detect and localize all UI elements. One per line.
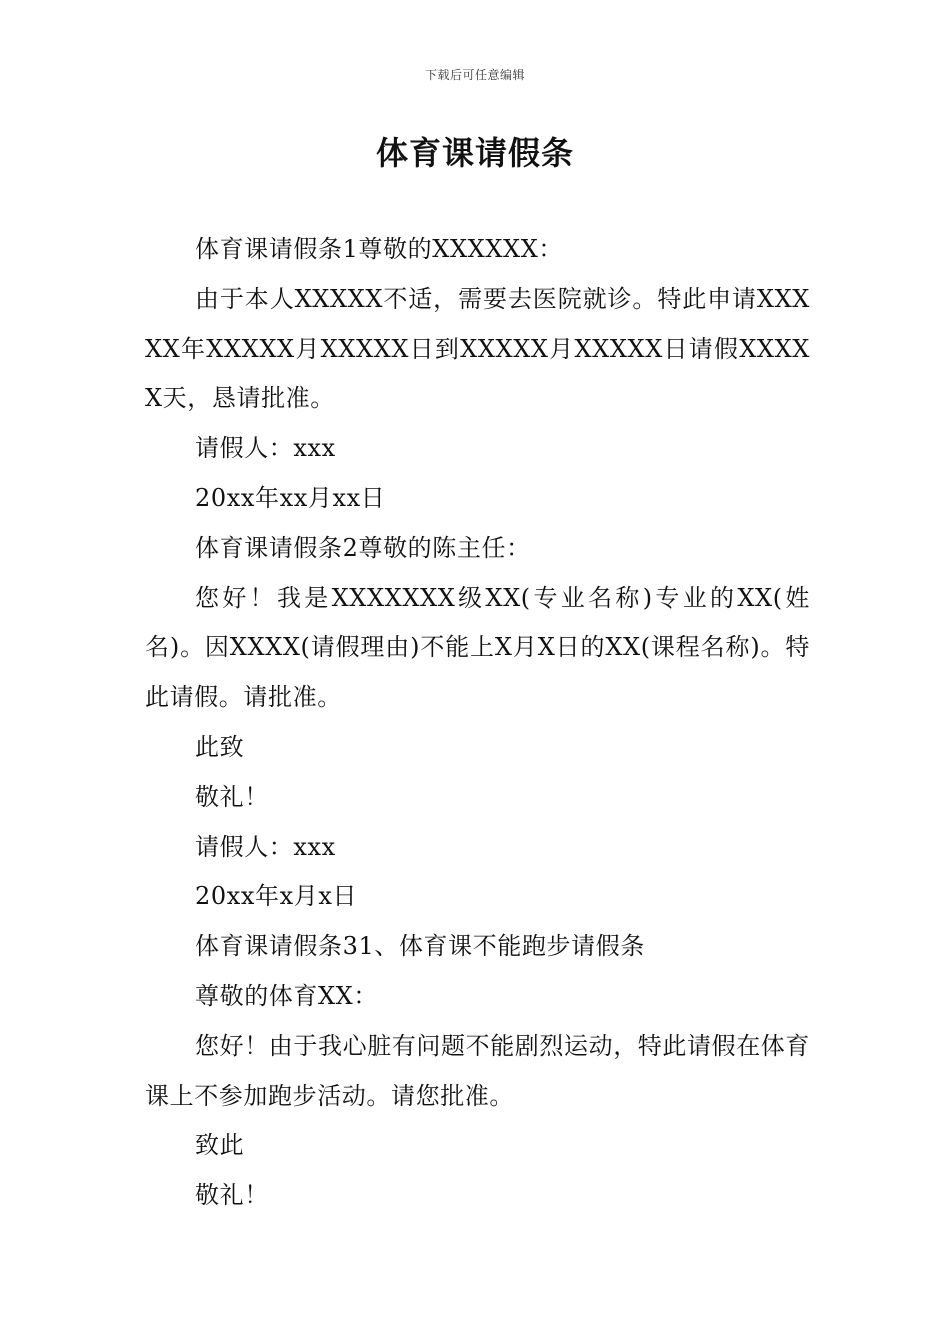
document-body: [145, 225, 810, 1221]
paragraph-greeting-1: 体育课请假条1尊敬的XXXXXX：: [195, 235, 563, 263]
paragraph-date-2: 20xx年x月x日: [195, 882, 358, 911]
paragraph-greeting-2: 体育课请假条2尊敬的陈主任：: [195, 533, 531, 562]
paragraph-request-3: 您好！由于我心脏有问题不能剧烈运动，特此请假在体育课上不参加跑步活动。请您批准。: [145, 1031, 810, 1110]
paragraph-date-1: 20xx年xx月xx日: [195, 483, 386, 512]
paragraph-salute-2: 敬礼！: [195, 782, 269, 811]
paragraph-request-2: 您好！我是XXXXXXX级XX(专业名称)专业的XX(姓名)。因XXXX(请假理由)不能上X月X日的XX(课程名称)。特此请假。请批准。: [145, 583, 810, 712]
paragraph-signer-1: 请假人：xxx: [195, 434, 336, 463]
paragraph-request-1: 由于本人XXXXX不适，需要去医院就诊。特此申请XXXXX年XXXXX月XXXXX日到XXXXX月XXXXX日请假XXXXX天，恳请批准。: [145, 284, 810, 413]
paragraph-greeting-3: 尊敬的体育XX：: [195, 981, 378, 1010]
paragraph-salute-3: 敬礼！: [195, 1181, 269, 1210]
paragraph-closing-2: 此致: [195, 732, 245, 761]
paragraph-closing-3: 致此: [195, 1131, 245, 1160]
document-title: 体育课请假条: [375, 134, 574, 172]
header-note: 下载后可任意编辑: [424, 68, 525, 82]
paragraph-heading-3: 体育课请假条31、体育课不能跑步请假条: [195, 932, 645, 961]
paragraph-signer-2: 请假人：xxx: [195, 832, 336, 861]
